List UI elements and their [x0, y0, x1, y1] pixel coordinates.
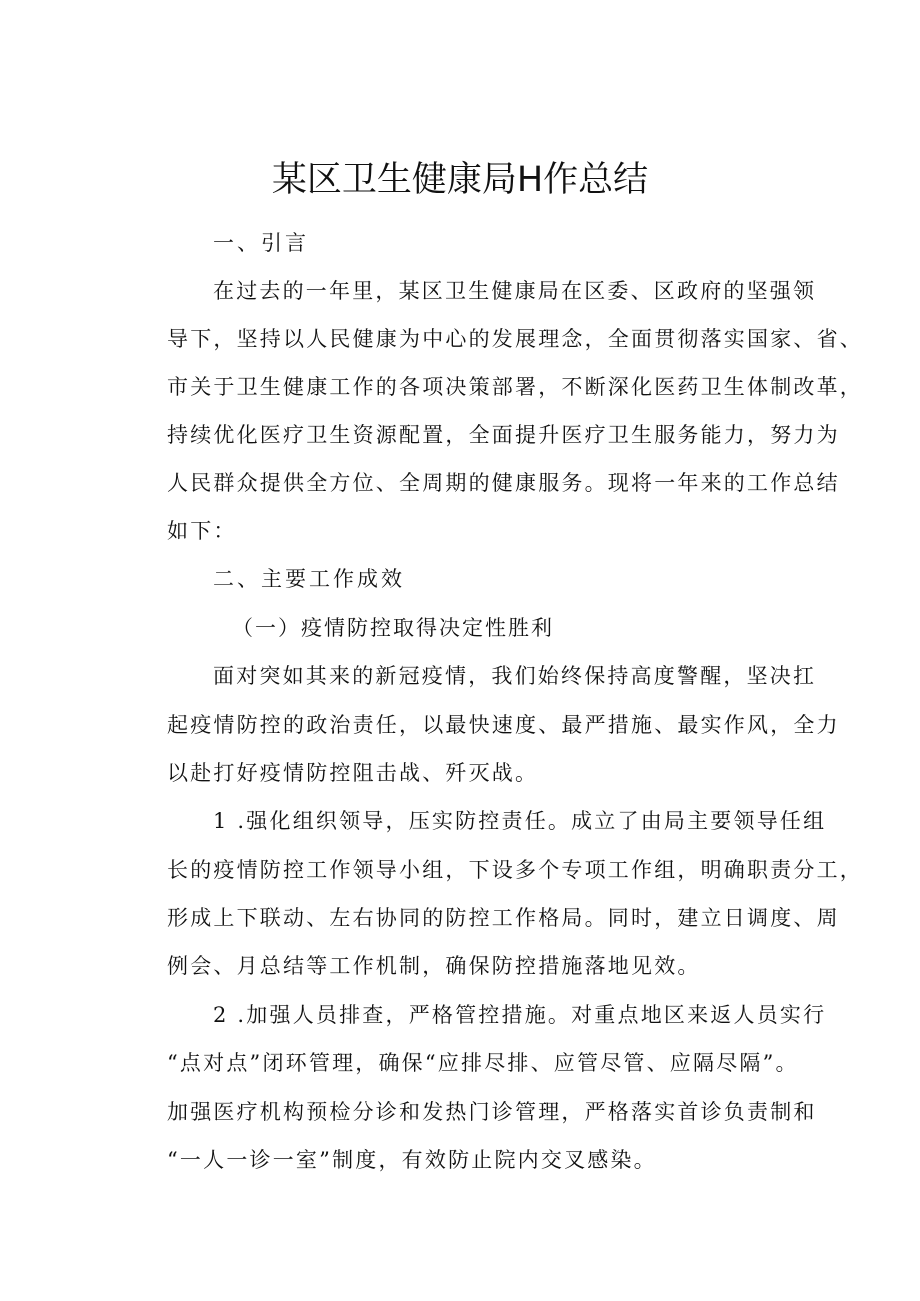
- subsection-heading-covid: （一）疫情防控取得决定性胜利: [232, 616, 554, 640]
- paragraph-line: 面对突如其来的新冠疫情，我们始终保持高度警醒，坚决扛: [213, 664, 817, 688]
- paragraph-line: 市关于卫生健康工作的各项决策部署，不断深化医药卫生体制改革，: [167, 375, 863, 399]
- list-item-line: 加强医疗机构预检分诊和发热门诊管理，严格落实首诊负责制和: [167, 1100, 817, 1124]
- paragraph-line: 如下：: [167, 519, 237, 543]
- document-title: 某区卫生健康局H作总结: [271, 160, 649, 200]
- paragraph-line: 在过去的一年里，某区卫生健康局在区委、区政府的坚强领: [213, 279, 817, 303]
- list-item-line: “一人一诊一室”制度，有效防止院内交叉感染。: [167, 1148, 657, 1172]
- paragraph-line: 以赴打好疫情防控阻击战、歼灭战。: [167, 761, 539, 785]
- paragraph-line: 持续优化医疗卫生资源配置，全面提升医疗卫生服务能力，努力为: [167, 423, 840, 447]
- paragraph-line: 人民群众提供全方位、全周期的健康服务。现将一年来的工作总结: [167, 471, 840, 495]
- list-item-line: 1 .强化组织领导，压实防控责任。成立了由局主要领导任组: [213, 809, 827, 833]
- section-heading-achievements: 二、主要工作成效: [213, 567, 405, 591]
- section-heading-intro: 一、引言: [213, 231, 309, 255]
- paragraph-line: 起疫情防控的政治责任，以最快速度、最严措施、最实作风，全力: [167, 713, 840, 737]
- list-item-line: 例会、月总结等工作机制，确保防控措施落地见效。: [167, 954, 701, 978]
- list-item-line: 2 .加强人员排查，严格管控措施。对重点地区来返人员实行: [213, 1003, 827, 1027]
- paragraph-line: 导下，坚持以人民健康为中心的发展理念，全面贯彻落实国家、省、: [167, 327, 863, 351]
- list-item-line: 形成上下联动、左右协同的防控工作格局。同时，建立日调度、周: [167, 906, 840, 930]
- list-item-line: 长的疫情防控工作领导小组，下设多个专项工作组，明确职责分工，: [167, 858, 863, 882]
- list-item-line: “点对点”闭环管理，确保“应排尽排、应管尽管、应隔尽隔”。: [167, 1051, 799, 1075]
